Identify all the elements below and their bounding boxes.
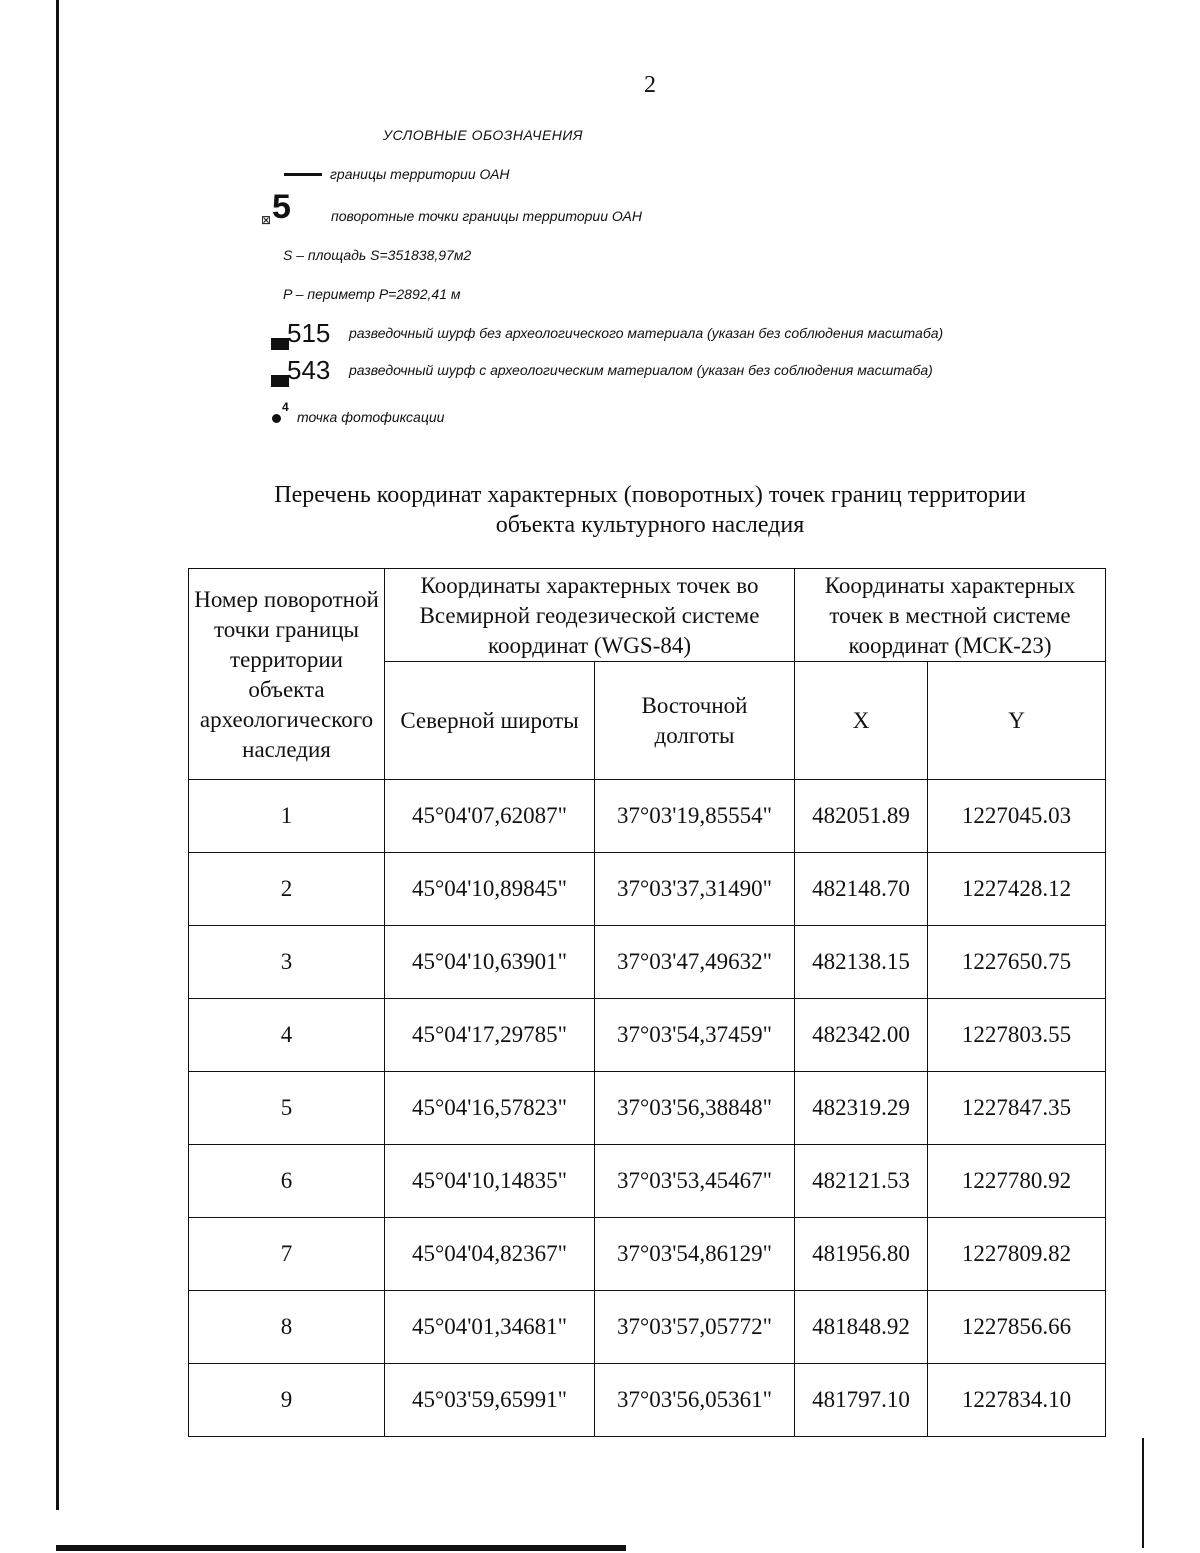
latitude-cell: 45°04'10,89845" <box>385 853 595 926</box>
x-cell: 482138.15 <box>795 926 928 999</box>
boundary-label: границы территории ОАН <box>330 166 510 182</box>
table-row <box>189 1291 1106 1364</box>
point-number-cell: 7 <box>189 1218 385 1291</box>
longitude-cell: 37°03'56,38848" <box>595 1072 795 1145</box>
pit-empty-label: разведочный шурф без археологического материала (указан без соблюдения масштаба) <box>349 325 944 341</box>
longitude-cell: 37°03'19,85554" <box>595 780 795 853</box>
x-cell: 482121.53 <box>795 1145 928 1218</box>
x-cell: 481956.80 <box>795 1218 928 1291</box>
point-number-cell: 9 <box>189 1364 385 1437</box>
y-cell: 1227803.55 <box>928 999 1106 1072</box>
y-cell: 1227045.03 <box>928 780 1106 853</box>
page-number: 2 <box>644 72 656 98</box>
x-cell: 482319.29 <box>795 1072 928 1145</box>
table-title <box>0 480 1200 540</box>
table-row <box>189 1145 1106 1218</box>
longitude-cell: 37°03'54,37459" <box>595 999 795 1072</box>
x-cell: 482051.89 <box>795 780 928 853</box>
latitude-cell: 45°04'16,57823" <box>385 1072 595 1145</box>
point-number-cell: 6 <box>189 1145 385 1218</box>
x-cell: 482148.70 <box>795 853 928 926</box>
point-number-cell: 4 <box>189 999 385 1072</box>
y-cell: 1227834.10 <box>928 1364 1106 1437</box>
col-lat-header: Северной широты <box>385 662 595 780</box>
msk23-group-header: Координаты характерных точек в местной системе координат (МСК-23) <box>795 569 1106 662</box>
y-cell: 1227428.12 <box>928 853 1106 926</box>
latitude-cell: 45°04'10,63901" <box>385 926 595 999</box>
wgs84-group-header: Координаты характерных точек во Всемирной геодезической системе координат (WGS-84) <box>385 569 795 662</box>
photo-point-icon <box>272 414 281 423</box>
bottom-margin-rule <box>56 1545 626 1551</box>
pit-finds-number: 543 <box>287 355 331 385</box>
table-row <box>189 999 1106 1072</box>
longitude-cell: 37°03'54,86129" <box>595 1218 795 1291</box>
table-row <box>189 1072 1106 1145</box>
col-lon-header: Восточной долготы <box>595 662 795 780</box>
latitude-cell: 45°04'04,82367" <box>385 1218 595 1291</box>
point-number-cell: 5 <box>189 1072 385 1145</box>
turn-point-label: поворотные точки границы территории ОАН <box>331 208 642 224</box>
col-point-header: Номер поворотной точки границы территории объекта археологического наследия <box>189 569 385 780</box>
table-title-line-1: Перечень координат характерных (поворотных) точек границ территории <box>274 482 1026 508</box>
point-number-cell: 8 <box>189 1291 385 1364</box>
table-row <box>189 926 1106 999</box>
coordinates-table <box>188 568 1106 1437</box>
point-number-cell: 3 <box>189 926 385 999</box>
area-label: S – площадь S=351838,97м2 <box>283 247 472 263</box>
y-cell: 1227847.35 <box>928 1072 1106 1145</box>
x-cell: 481797.10 <box>795 1364 928 1437</box>
turn-point-icon: ⊠ <box>261 213 272 227</box>
turn-point-number: 5 <box>272 188 291 226</box>
col-y-header: Y <box>928 662 1106 780</box>
boundary-line-symbol <box>284 173 322 176</box>
legend-title: УСЛОВНЫЕ ОБОЗНАЧЕНИЯ <box>383 127 583 143</box>
point-number-cell: 1 <box>189 780 385 853</box>
legend <box>0 0 1200 440</box>
latitude-cell: 45°04'01,34681" <box>385 1291 595 1364</box>
latitude-cell: 45°04'10,14835" <box>385 1145 595 1218</box>
longitude-cell: 37°03'37,31490" <box>595 853 795 926</box>
x-cell: 481848.92 <box>795 1291 928 1364</box>
photo-point-label: точка фотофиксации <box>297 409 445 425</box>
latitude-cell: 45°04'17,29785" <box>385 999 595 1072</box>
pit-finds-label: разведочный шурф с археологическим материалом (указан без соблюдения масштаба) <box>349 362 933 378</box>
longitude-cell: 37°03'53,45467" <box>595 1145 795 1218</box>
x-cell: 482342.00 <box>795 999 928 1072</box>
col-x-header: X <box>795 662 928 780</box>
y-cell: 1227856.66 <box>928 1291 1106 1364</box>
table-row <box>189 780 1106 853</box>
pit-empty-number: 515 <box>287 318 331 348</box>
photo-point-number: 4 <box>282 400 289 414</box>
right-margin-rule <box>1142 1438 1144 1548</box>
table-row <box>189 853 1106 926</box>
table-row <box>189 1364 1106 1437</box>
latitude-cell: 45°04'07,62087" <box>385 780 595 853</box>
y-cell: 1227650.75 <box>928 926 1106 999</box>
table-row <box>189 1218 1106 1291</box>
longitude-cell: 37°03'47,49632" <box>595 926 795 999</box>
y-cell: 1227809.82 <box>928 1218 1106 1291</box>
table-title-line-2: объекта культурного наследия <box>495 512 805 538</box>
latitude-cell: 45°03'59,65991" <box>385 1364 595 1437</box>
perimeter-label: P – периметр P=2892,41 м <box>283 286 461 302</box>
longitude-cell: 37°03'57,05772" <box>595 1291 795 1364</box>
y-cell: 1227780.92 <box>928 1145 1106 1218</box>
point-number-cell: 2 <box>189 853 385 926</box>
longitude-cell: 37°03'56,05361" <box>595 1364 795 1437</box>
